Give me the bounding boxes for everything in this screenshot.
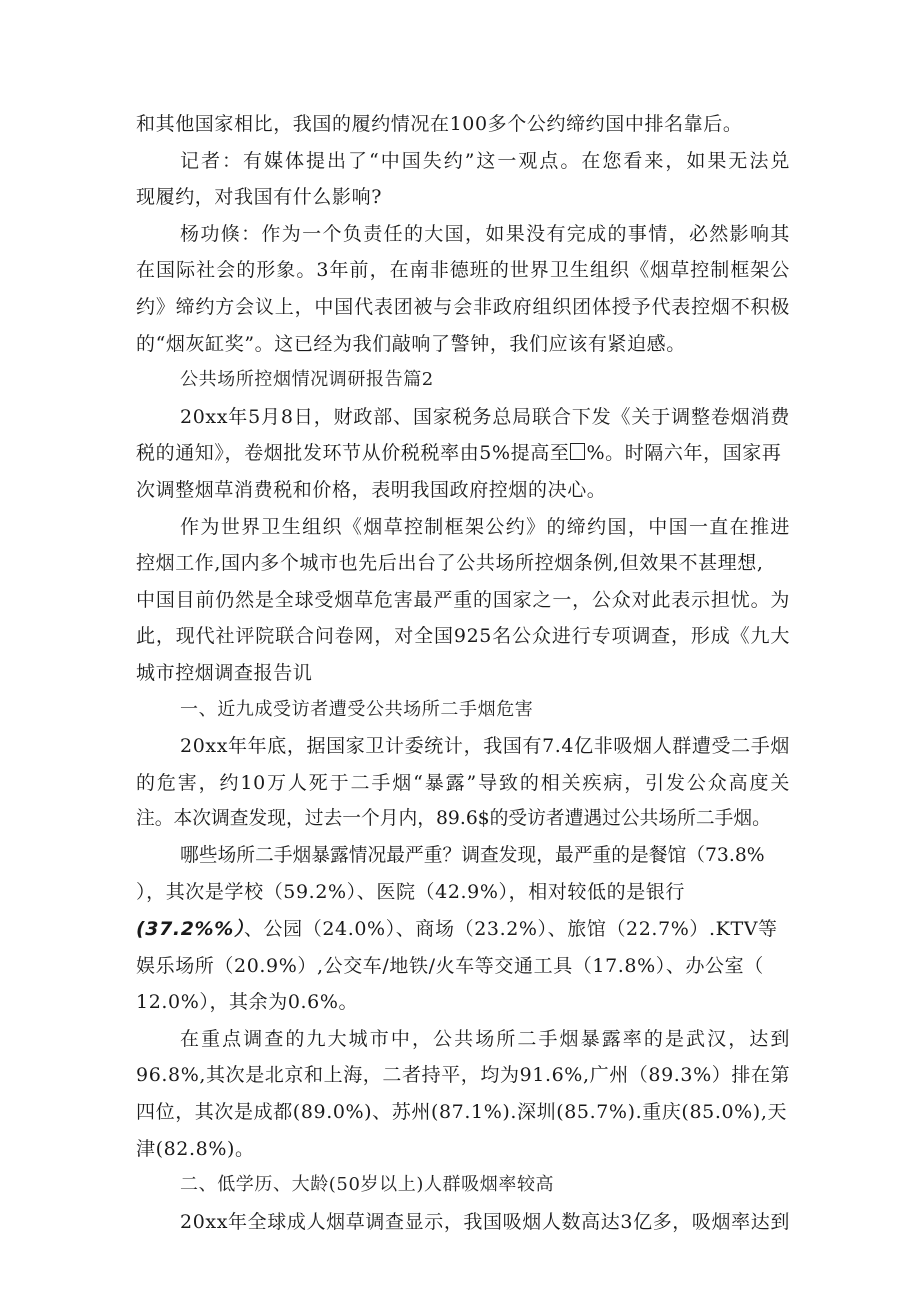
text-line: 20xx年5月8日，财政部、国家税务总局联合下发《关于调整卷烟消费 (180, 405, 790, 428)
text-line: 现履约，对我国有什么影响? (136, 186, 382, 209)
text-line: 此，现代社评院联合问卷网，对全国925名公众进行专项调查，形成《九大 (136, 625, 790, 648)
text-line: 12.0%），其余为0.6%。 (136, 991, 359, 1014)
section-heading: 一、近九成受访者遭受公共场所二手烟危害 (180, 698, 534, 720)
text-line: 20xx年全球成人烟草调查显示，我国吸烟人数高达3亿多，吸烟率达到 (180, 1210, 790, 1233)
text-line: 的危害，约10万人死于二手烟“暴露”导致的相关疾病，引发公众高度关 (136, 771, 790, 794)
text-line: 在国际社会的形象。3年前，在南非德班的世界卫生组织《烟草控制框架公 (136, 259, 790, 282)
text-line: 约》缔约方会议上，中国代表团被与会非政府组织团体授予代表控烟不积极 (136, 295, 790, 318)
text-line: 哪些场所二手烟暴露情况最严重？调查发现，最严重的是餐馆（73.8% (180, 844, 765, 866)
text-line: 96.8%,其次是北京和上海，二者持平，均为91.6%,广州（89.3%）排在第 (136, 1064, 791, 1087)
text-line: 控烟工作,国内多个城市也先后出台了公共场所控烟条例,但效果不甚理想, (136, 552, 764, 575)
section-heading: 公共场所控烟情况调研报告篇2 (180, 369, 434, 391)
text-line: 和其他国家相比，我国的履约情况在100多个公约缔约国中排名靠后。 (136, 113, 743, 135)
text-line: 记者：有媒体提出了“中国失约”这一观点。在您看来，如果无法兑 (180, 149, 790, 172)
text-segment: 、公园（24.0%）、商场（23.2%）、旅馆（22.7%）.KTV等 (243, 918, 778, 941)
document-page (136, 106, 790, 1240)
text-segment: (37.2%%） (136, 918, 244, 941)
text-line: 20xx年年底，据国家卫计委统计，我国有7.4亿非吸烟人群遭受二手烟 (180, 735, 790, 758)
text-line: 津(82.8%)。 (136, 1137, 255, 1160)
text-line: 注。本次调查发现，过去一个月内，89.6$的受访者遭遇过公共场所二手烟。 (136, 808, 771, 830)
text-line: 在重点调查的九大城市中，公共场所二手烟暴露率的是武汉，达到 (180, 1027, 790, 1050)
text-line: ），其次是学校（59.2%）、医院（42.9%），相对较低的是银行 (136, 881, 686, 904)
text-segment: %。时隔六年，国家再 (586, 442, 782, 465)
text-line: 中国目前仍然是全球受烟草危害最严重的国家之一，公众对此表示担忧。为 (136, 588, 790, 611)
text-line: 杨功倏：作为一个负责任的大国，如果没有完成的事情，必然影响其 (180, 222, 790, 245)
text-line: 作为世界卫生组织《烟草控制框架公约》的缔约国，中国一直在推进 (180, 515, 790, 538)
text-line: 次调整烟草消费税和价格，表明我国政府控烟的决心。 (136, 478, 607, 501)
text-segment: 税的通知》，卷烟批发环节从价税税率由5%提高至 (136, 442, 570, 465)
text-line (136, 435, 790, 472)
missing-glyph-box (570, 443, 585, 460)
text-line: 娱乐场所（20.9%）,公交车/地铁/火车等交通工具（17.8%）、办公室（ (136, 954, 764, 977)
section-heading: 二、低学历、大龄(50岁以上)人群吸烟率较高 (180, 1174, 555, 1196)
text-line (136, 911, 790, 948)
text-line: 四位，其次是成都(89.0%)、苏州(87.1%).深圳(85.7%).重庆(85.0%),天 (136, 1101, 788, 1124)
text-line: 的“烟灰缸奖”。这已经为我们敲响了警钟，我们应该有紧迫感。 (136, 332, 686, 355)
text-line: 城市控烟调查报告讥 (136, 661, 313, 684)
